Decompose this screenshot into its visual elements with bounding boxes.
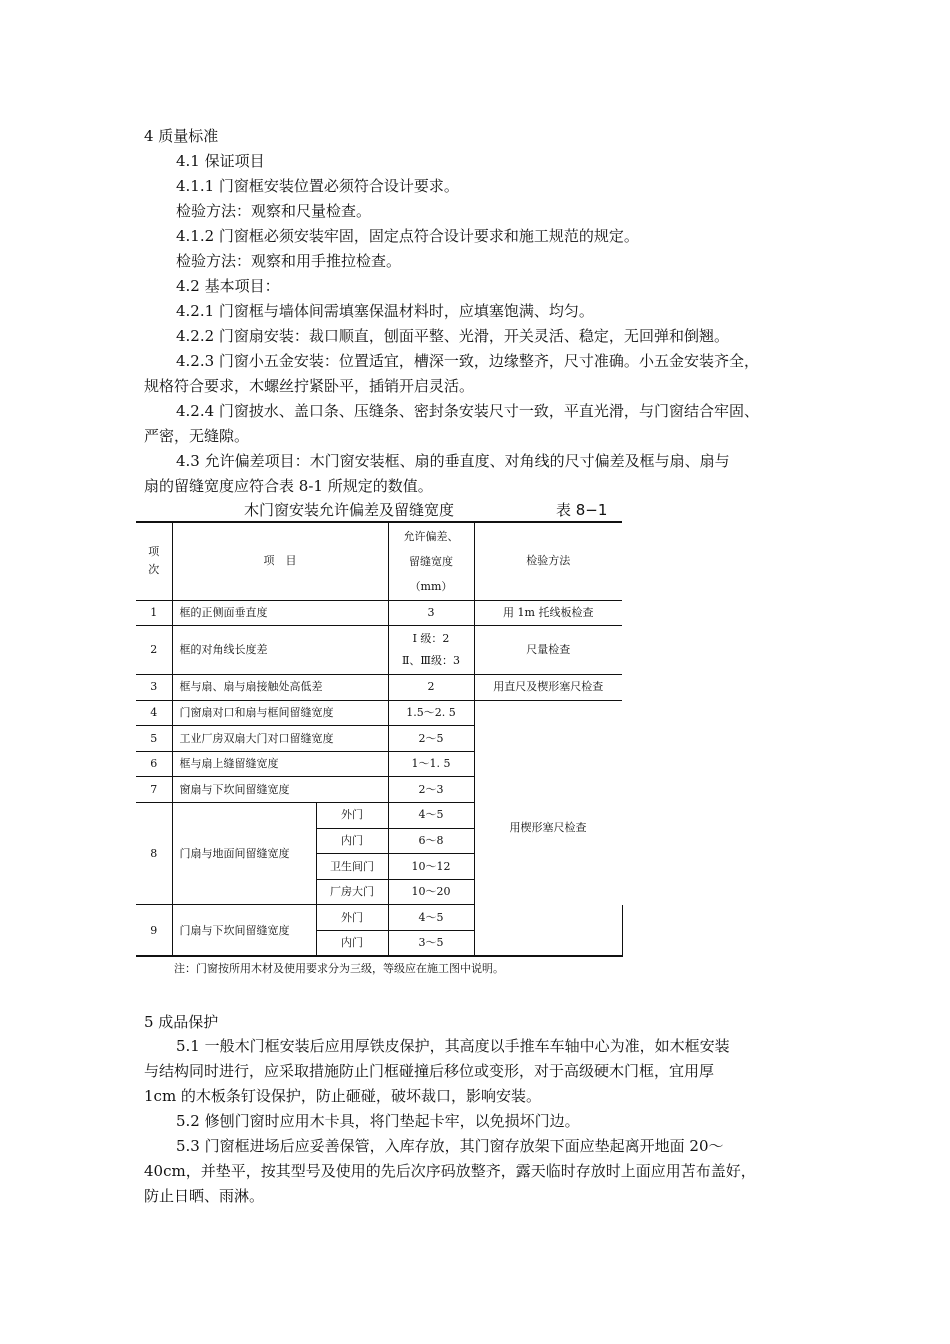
- sub-item: 外门: [316, 803, 388, 829]
- header-tolerance: 允许偏差、 留缝宽度 （mm）: [388, 523, 474, 600]
- row-value: 1～1. 5: [388, 751, 474, 777]
- row-item: 门扇与地面间留缝宽度: [172, 803, 316, 905]
- row-number: 5: [136, 726, 172, 752]
- row-item: 门窗扇对口和扇与框间留缝宽度: [172, 700, 388, 726]
- row-number: 8: [136, 803, 172, 905]
- paragraph-line: 4.1.2 门窗框必须安装牢固，固定点符合设计要求和施工规范的规定。: [176, 227, 639, 245]
- paragraph-line: 规格符合要求，木螺丝拧紧卧平，插销开启灵活。: [144, 377, 475, 395]
- row-value: 6～8: [388, 828, 474, 854]
- table-number: 表 8−1: [556, 501, 608, 519]
- row-method: 用直尺及楔形塞尺检查: [474, 675, 622, 701]
- row-item: 窗扇与下坎间留缝宽度: [172, 777, 388, 803]
- row-value: 4～5: [388, 803, 474, 829]
- row-item: 门扇与下坎间留缝宽度: [172, 905, 316, 956]
- table-row: [136, 675, 622, 701]
- sub-item: 外门: [316, 905, 388, 931]
- row-item: 框与扇上缝留缝宽度: [172, 751, 388, 777]
- paragraph-line: 4.2.2 门窗扇安装：裁口顺直，刨面平整、光滑，开关灵活、稳定，无回弹和倒翘。: [176, 327, 729, 345]
- row-value: 2: [388, 675, 474, 701]
- paragraph-line: 4.3 允许偏差项目：木门窗安装框、扇的垂直度、对角线的尺寸偏差及框与扇、扇与: [176, 452, 730, 470]
- merged-method: 用楔形塞尺检查: [474, 700, 622, 956]
- header-item: 项 目: [172, 523, 388, 600]
- sub-item: 卫生间门: [316, 854, 388, 880]
- paragraph-line: 4.2.3 门窗小五金安装：位置适宜，槽深一致，边缘整齐，尺寸准确。小五金安装齐全，: [176, 352, 759, 370]
- row-number: 9: [136, 905, 172, 956]
- row-method: 用 1m 托线板检查: [474, 600, 622, 626]
- row-value: 1.5～2. 5: [388, 700, 474, 726]
- sub-item: 内门: [316, 828, 388, 854]
- header-seq: 项 次: [136, 523, 172, 600]
- paragraph-line: 4.1 保证项目: [176, 152, 265, 170]
- table-row: [136, 600, 622, 626]
- paragraph-line: 4.2.1 门窗框与墙体间需填塞保温材料时，应填塞饱满、均匀。: [176, 302, 594, 320]
- paragraph-line: 与结构同时进行，应采取措施防止门框碰撞后移位或变形，对于高级硬木门框，宜用厚: [144, 1062, 715, 1080]
- row-number: 6: [136, 751, 172, 777]
- table-title: 木门窗安装允许偏差及留缝宽度: [244, 501, 455, 519]
- sub-item: 厂房大门: [316, 879, 388, 905]
- row-item: 工业厂房双扇大门对口留缝宽度: [172, 726, 388, 752]
- row-value: 4～5: [388, 905, 474, 931]
- row-value: 10～20: [388, 879, 474, 905]
- row-value: 10～12: [388, 854, 474, 880]
- section-5-heading: 5 成品保护: [144, 1013, 219, 1031]
- row-value: 2～3: [388, 777, 474, 803]
- paragraph-line: 4.2.4 门窗披水、盖口条、压缝条、密封条安装尺寸一致，平直光滑，与门窗结合牢固、: [176, 402, 759, 420]
- paragraph-line: 4.1.1 门窗框安装位置必须符合设计要求。: [176, 177, 459, 195]
- row-number: 4: [136, 700, 172, 726]
- table-row: [136, 626, 622, 675]
- paragraph-line: 严密，无缝隙。: [144, 427, 250, 445]
- paragraph-line: 5.3 门窗框进场后应妥善保管，入库存放，其门窗存放架下面应垫起离开地面 20～: [176, 1137, 724, 1155]
- paragraph-line: 4.2 基本项目：: [176, 277, 280, 295]
- table-note: 注：门窗按所用木材及使用要求分为三级，等级应在施工图中说明。: [174, 962, 504, 975]
- sub-item: 内门: [316, 931, 388, 957]
- paragraph-line: 检验方法：观察和用手推拉检查。: [176, 252, 402, 270]
- row-item: 框与扇、扇与扇接触处高低差: [172, 675, 388, 701]
- paragraph-line: 40cm，并垫平，按其型号及使用的先后次序码放整齐，露天临时存放时上面应用苫布盖好，: [144, 1162, 756, 1180]
- paragraph-line: 5.2 修刨门窗时应用木卡具，将门垫起卡牢，以免损坏门边。: [176, 1112, 580, 1130]
- paragraph-line: 检验方法：观察和尺量检查。: [176, 202, 372, 220]
- paragraph-line: 扇的留缝宽度应符合表 8-1 所规定的数值。: [144, 477, 433, 495]
- paragraph-line: 5.1 一般木门框安装后应用厚铁皮保护，其高度以手推车车轴中心为准，如木框安装: [176, 1037, 730, 1055]
- row-value: 2～5: [388, 726, 474, 752]
- table-row: [136, 700, 622, 726]
- tolerance-table: [136, 523, 622, 957]
- row-number: 2: [136, 626, 172, 675]
- row-item: 框的正侧面垂直度: [172, 600, 388, 626]
- paragraph-line: 1cm 的木板条钉设保护，防止砸碰，破坏裁口，影响安装。: [144, 1087, 541, 1105]
- table-header-row: [136, 523, 622, 600]
- row-value: 3～5: [388, 931, 474, 957]
- row-item: 框的对角线长度差: [172, 626, 388, 675]
- row-value: Ⅰ 级：2 Ⅱ、Ⅲ级：3: [388, 626, 474, 675]
- section-4-heading: 4 质量标准: [144, 127, 219, 145]
- table-bottom-rule: [136, 955, 622, 957]
- header-method: 检验方法: [474, 523, 622, 600]
- row-value: 3: [388, 600, 474, 626]
- row-number: 3: [136, 675, 172, 701]
- row-number: 1: [136, 600, 172, 626]
- row-method: 尺量检查: [474, 626, 622, 675]
- paragraph-line: 防止日晒、雨淋。: [144, 1187, 265, 1205]
- row-number: 7: [136, 777, 172, 803]
